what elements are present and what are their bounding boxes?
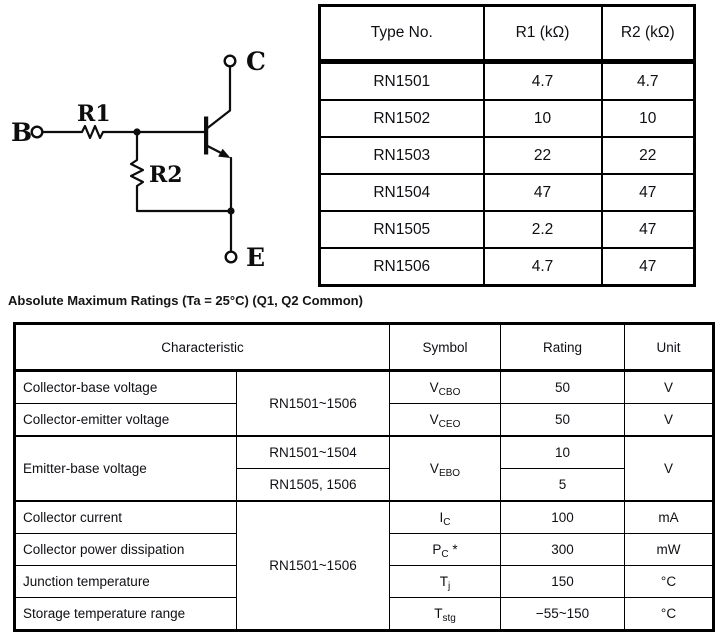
emitter-arrowhead — [218, 149, 230, 158]
type-no-cell: RN1504 — [320, 174, 484, 211]
unit-header: Unit — [625, 324, 714, 371]
characteristic-cell: Collector-base voltage — [15, 371, 237, 404]
symbol-subscript: stg — [442, 613, 456, 624]
rating-cell: 50 — [501, 371, 625, 404]
symbol-cell: $P_C$ * — [390, 534, 501, 566]
unit-cell: V — [625, 436, 714, 501]
symbol-cell: $V_{CEO}$ — [390, 404, 501, 437]
symbol-subscript: EBO — [438, 468, 461, 479]
table-row — [15, 436, 714, 469]
junction-dot-emitter — [227, 207, 234, 214]
rating-cell: 300 — [501, 534, 625, 566]
unit-cell: mW — [625, 534, 714, 566]
r1-cell: 10 — [484, 100, 602, 137]
terminal-c-circle — [225, 56, 236, 67]
r2-header: R2 (kΩ) — [602, 6, 695, 62]
r2-cell: 47 — [602, 248, 695, 286]
symbol-cell: $I_C$ — [390, 501, 501, 534]
r2-cell: 22 — [602, 137, 695, 174]
type-no-cell: RN1502 — [320, 100, 484, 137]
unit-cell: °C — [625, 598, 714, 631]
symbol-subscript: j — [448, 581, 451, 592]
wire-r2-bottom — [137, 188, 231, 211]
ratings-header-row — [15, 324, 714, 371]
symbol-subscript: C — [443, 517, 451, 528]
table-row — [15, 501, 714, 534]
table-row — [320, 248, 695, 286]
type-no-header: Type No. — [320, 6, 484, 62]
resistor-r2-label: R2 — [149, 162, 183, 188]
characteristic-cell: Storage temperature range — [15, 598, 237, 631]
type-no-cell: RN1506 — [320, 248, 484, 286]
rating-cell: 150 — [501, 566, 625, 598]
type-no-cell: RN1501 — [320, 62, 484, 101]
r1-cell: 4.7 — [484, 248, 602, 286]
absolute-maximum-ratings-table — [13, 322, 715, 632]
rating-cell: 50 — [501, 404, 625, 437]
rating-cell: 10 — [501, 436, 625, 469]
characteristic-cell: Emitter-base voltage — [15, 436, 237, 501]
applicable-types-cell: RN1501~1506 — [237, 371, 390, 437]
table-row — [320, 211, 695, 248]
terminal-e-circle — [226, 252, 237, 263]
rating-cell: −55~150 — [501, 598, 625, 631]
terminal-e-label: E — [246, 243, 266, 272]
symbol-subscript: CBO — [438, 387, 461, 398]
characteristic-cell: Collector-emitter voltage — [15, 404, 237, 437]
characteristic-header: Characteristic — [15, 324, 390, 371]
rating-cell: 5 — [501, 469, 625, 502]
r1-header: R1 (kΩ) — [484, 6, 602, 62]
characteristic-cell: Collector current — [15, 501, 237, 534]
symbol-subscript: C — [441, 549, 449, 560]
r2-cell: 47 — [602, 211, 695, 248]
terminal-c-label: C — [246, 47, 266, 76]
resistor-r1-label: R1 — [77, 101, 111, 127]
table-row — [320, 100, 695, 137]
unit-cell: V — [625, 404, 714, 437]
table-row — [320, 62, 695, 101]
type-no-cell: RN1505 — [320, 211, 484, 248]
applicable-types-cell: RN1501~1506 — [237, 501, 390, 631]
characteristic-cell: Junction temperature — [15, 566, 237, 598]
r1-cell: 2.2 — [484, 211, 602, 248]
transistor-base-bar — [204, 117, 208, 155]
symbol-subscript: CEO — [438, 419, 461, 430]
bias-resistor-circuit-diagram — [0, 45, 280, 280]
r2-cell: 4.7 — [602, 62, 695, 101]
r2-cell: 10 — [602, 100, 695, 137]
characteristic-cell: Collector power dissipation — [15, 534, 237, 566]
r2-cell: 47 — [602, 174, 695, 211]
r1-cell: 22 — [484, 137, 602, 174]
applicable-types-cell: RN1501~1504 — [237, 436, 390, 469]
r1-cell: 4.7 — [484, 62, 602, 101]
rating-header: Rating — [501, 324, 625, 371]
unit-cell: V — [625, 371, 714, 404]
symbol-header: Symbol — [390, 324, 501, 371]
terminal-b-label: B — [11, 118, 33, 147]
table-row — [320, 137, 695, 174]
unit-cell: mA — [625, 501, 714, 534]
collector-lead — [208, 67, 231, 129]
absolute-maximum-ratings-heading: Absolute Maximum Ratings (Ta = 25°C) (Q1, Q2 Common) — [8, 293, 363, 308]
resistor-r2-zigzag — [131, 158, 143, 188]
symbol-cell: $V_{EBO}$ — [390, 436, 501, 501]
type-table-header-row — [320, 6, 695, 62]
resistor-r1-zigzag — [80, 126, 105, 138]
type-no-cell: RN1503 — [320, 137, 484, 174]
r1-cell: 47 — [484, 174, 602, 211]
symbol-cell: $T_j$ — [390, 566, 501, 598]
symbol-cell: $T_{stg}$ — [390, 598, 501, 631]
type-number-table — [318, 4, 696, 287]
terminal-b-circle — [32, 127, 43, 138]
unit-cell: °C — [625, 566, 714, 598]
rating-cell: 100 — [501, 501, 625, 534]
table-row — [15, 371, 714, 404]
table-row — [320, 174, 695, 211]
emitter-lead — [208, 146, 232, 252]
applicable-types-cell: RN1505, 1506 — [237, 469, 390, 502]
symbol-cell: $V_{CBO}$ — [390, 371, 501, 404]
junction-dot-base — [133, 128, 140, 135]
